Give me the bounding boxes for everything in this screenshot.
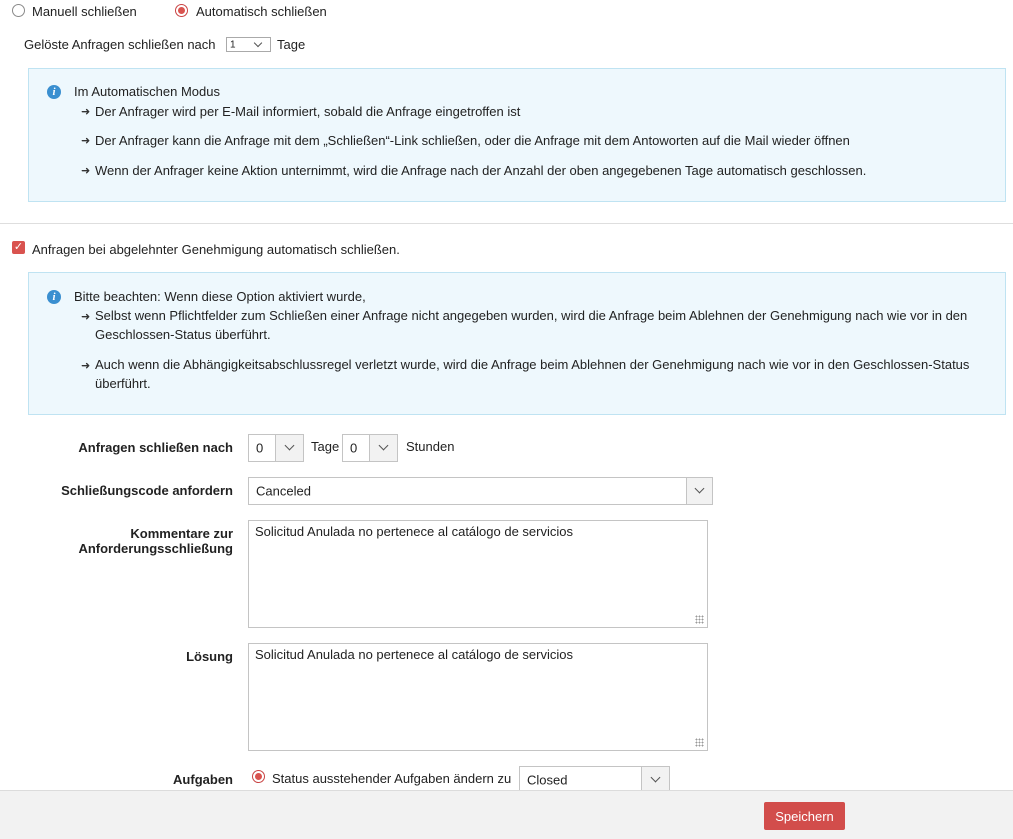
rejection-info-box — [28, 272, 1006, 415]
chevron-down-icon — [695, 484, 705, 494]
auto-info-item: Der Anfrager kann die Anfrage mit dem „Schließen“-Link schließen, oder die Anfrage mit dem Antoworten auf die Mail wieder öffnen — [95, 133, 850, 148]
manual-close-radio[interactable] — [12, 4, 25, 17]
close-days-dropdown-button[interactable] — [275, 435, 303, 461]
close-hours-select[interactable] — [342, 434, 398, 462]
resolved-close-label: Gelöste Anfragen schließen nach — [24, 37, 216, 52]
resolved-days-value: 1 — [230, 39, 236, 50]
resolved-days-unit: Tage — [277, 37, 306, 52]
close-hours-value: 0 — [350, 440, 358, 456]
rejection-info-item: Selbst wenn Pflichtfelder zum Schließen einer Anfrage nicht angegeben wurden, wird die Anfrage beim Ablehnen der Genehmigung nach wie vor in den Geschlossen-Status überführt. — [95, 308, 968, 342]
closure-comments-text: Solicitud Anulada no pertenece al catálogo de servicios — [255, 524, 573, 539]
chevron-down-icon — [285, 441, 295, 451]
close-hours-unit: Stunden — [406, 439, 455, 454]
arrow-right-icon: ➜ — [81, 311, 91, 323]
section-divider — [0, 223, 1013, 224]
close-days-unit: Tage — [311, 439, 340, 454]
arrow-right-icon: ➜ — [81, 106, 91, 118]
chevron-down-icon — [254, 39, 262, 47]
rejection-info-item: Auch wenn die Abhängigkeitsabschlussregel verletzt wurde, wird die Anfrage beim Ablehnen der Genehmigung nach wie vor in den Geschlossen-Status überführt. — [95, 357, 970, 391]
tasks-status-label: Status ausstehender Aufgaben ändern zu — [272, 771, 512, 786]
resize-grip-icon[interactable] — [695, 738, 704, 747]
solution-label: Lösung — [186, 649, 233, 664]
closure-code-select[interactable] — [248, 477, 713, 505]
auto-mode-info-box — [28, 68, 1006, 202]
auto-info-title: Im Automatischen Modus — [74, 84, 220, 99]
closure-code-dropdown-button[interactable] — [686, 478, 712, 504]
close-after-label: Anfragen schließen nach — [78, 440, 233, 455]
auto-close-radio[interactable] — [175, 4, 188, 17]
tasks-label: Aufgaben — [173, 772, 233, 787]
resize-grip-icon[interactable] — [695, 615, 704, 624]
resolved-days-select[interactable] — [226, 37, 271, 52]
auto-close-rejected-label: Anfragen bei abgelehnter Genehmigung automatisch schließen. — [32, 242, 400, 257]
arrow-right-icon: ➜ — [81, 360, 91, 372]
close-days-select[interactable] — [248, 434, 304, 462]
closure-comments-label: Kommentare zur Anforderungsschließung — [78, 526, 233, 556]
auto-info-item: Der Anfrager wird per E-Mail informiert, sobald die Anfrage eingetroffen ist — [95, 104, 521, 119]
closure-comments-textarea[interactable] — [248, 520, 708, 628]
rejection-info-title: Bitte beachten: Wenn diese Option aktiviert wurde, — [74, 289, 366, 304]
manual-close-label: Manuell schließen — [32, 4, 137, 19]
auto-close-rejected-checkbox[interactable]: ✓ — [13, 241, 24, 253]
chevron-down-icon — [379, 441, 389, 451]
save-button[interactable]: Speichern — [764, 802, 845, 830]
closure-code-value: Canceled — [256, 483, 311, 499]
auto-close-label: Automatisch schließen — [196, 4, 327, 19]
tasks-status-value: Closed — [527, 772, 568, 788]
closure-code-label: Schließungscode anfordern — [61, 483, 233, 498]
chevron-down-icon — [651, 773, 661, 783]
close-hours-dropdown-button[interactable] — [369, 435, 397, 461]
info-icon: i — [47, 290, 61, 304]
info-icon: i — [47, 85, 61, 99]
arrow-right-icon: ➜ — [81, 135, 91, 147]
auto-info-item: Wenn der Anfrager keine Aktion unternimmt, wird die Anfrage nach der Anzahl der oben angegebenen Tage automatisch geschlossen. — [95, 163, 867, 178]
solution-text: Solicitud Anulada no pertenece al catálogo de servicios — [255, 647, 573, 662]
arrow-right-icon: ➜ — [81, 165, 91, 177]
footer-bar — [0, 790, 1013, 839]
close-days-value: 0 — [256, 440, 264, 456]
solution-textarea[interactable] — [248, 643, 708, 751]
tasks-status-radio[interactable] — [252, 770, 265, 783]
